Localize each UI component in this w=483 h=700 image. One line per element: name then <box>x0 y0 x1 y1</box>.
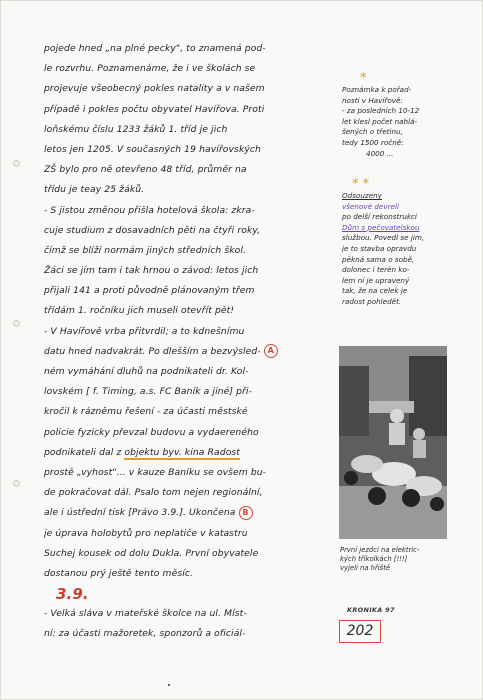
ink-dot <box>168 684 170 686</box>
text-line: dostanou prý ještě tento měsíc. <box>44 567 194 579</box>
text-line: kročil k rázněmu řešení - za účasti městské <box>44 406 248 418</box>
text-line: čímž se blíží normám jiných středních škol. <box>44 244 247 256</box>
text-line-with-marker <box>44 342 344 362</box>
text-line: pojede hned „na plné pecky", to znamená pod- <box>44 43 266 54</box>
note-line: po delší rekonstrukci <box>342 212 417 222</box>
marker-a-circle: A <box>264 344 278 358</box>
note-line: tedy 1500 ročně: <box>342 137 404 147</box>
text-line: Žáci se jím tam i tak hrnou o závod: letos jich <box>44 265 259 277</box>
text-line: prostě „vyhost"... v kauze Baníku se ovšem bu- <box>44 466 267 478</box>
text-line: de pokračovat dál. Psalo tom nejen regionální, <box>44 487 263 499</box>
text-line-highlighted <box>44 443 344 463</box>
text-line: le rozvrhu. Poznamenáme, že i ve školách se <box>44 63 256 75</box>
note-line: pěkná sama o sobě, <box>342 254 415 264</box>
text-line: projevuje všeobecný pokles natality a v našem <box>44 83 265 95</box>
note-line: Odsouzeny <box>342 191 382 200</box>
text-line: ní: za účasti mažoretek, sponzorů a oficiál- <box>44 628 246 640</box>
photo-tree <box>409 356 447 436</box>
photo-wheel <box>402 489 420 507</box>
photo-tricycle <box>351 455 383 473</box>
binder-hole <box>13 480 20 487</box>
marker-b-circle: B <box>239 506 253 520</box>
note-line: šených o třetinu, <box>342 127 403 137</box>
note-line: Dům s pečovatelskou <box>342 222 420 232</box>
asterisk-icon: * <box>360 71 367 86</box>
note-line: všenové devreli <box>342 201 399 211</box>
text-line: Suchej kousek od dolu Dukla. První obyvatele <box>44 547 259 559</box>
text-line: přijali 141 a proti původně plánovaným třem <box>44 285 255 297</box>
photo-caption <box>340 546 440 574</box>
highlighted-phrase: objektu byv. kina Radost <box>124 446 240 458</box>
text-segment: datu hned nadvakrát. Po dlešším a bezvýsled- <box>44 345 261 357</box>
photo-child-head <box>413 428 425 440</box>
caption-line: kých tříkolkách [!!!] <box>340 555 408 564</box>
note-line: radost pohledět. <box>342 296 402 306</box>
main-text <box>44 39 344 645</box>
text-line: ZŠ bylo pro ně otevřeno 48 tříd, průměr na <box>44 164 247 176</box>
text-line: případě i pokles počtu obyvatel Havířova. Proti <box>44 103 265 115</box>
note-line: dolonec i terén ko- <box>342 265 410 275</box>
photo-building <box>369 401 414 413</box>
text-line: - V Havířově vrba přitvrdil; a to kdnešnímu <box>44 325 245 337</box>
note-line: let klesl počet nahlá- <box>342 116 418 126</box>
photo-tree <box>339 366 369 436</box>
sidebar-note-2 <box>342 178 448 308</box>
photo-wheel <box>344 471 358 485</box>
note-line: lem ní je upravený <box>342 275 410 285</box>
text-line: - Velká sláva v mateřské školce na ul. Míst- <box>44 608 247 620</box>
sidebar-note-1 <box>342 72 448 159</box>
text-line: třídu je teay 25 žáků. <box>44 184 145 196</box>
caption-line: vyjeli na hřiště <box>340 564 391 573</box>
photo-child-head <box>390 409 404 423</box>
note-line: tak, že na celek je <box>342 286 408 296</box>
photo-child-body <box>389 423 405 445</box>
text-line: policie fyzicky převzal budovu a vydaereného <box>44 426 259 438</box>
double-asterisk-icon: * * <box>352 177 370 192</box>
note-line: Poznámka k pořad- <box>342 85 412 94</box>
text-line: loňskému číslu 1233 žáků 1. tříd je jich <box>44 123 228 135</box>
caption-line: První jezdci na elektric- <box>340 546 420 554</box>
photo-wheel <box>368 487 386 505</box>
text-line: - S jistou změnou přišla hotelová škola: zkra- <box>44 204 255 216</box>
note-line: - za posledních 10-12 <box>342 106 420 116</box>
text-line: letos jen 1205. V současných 19 havířovských <box>44 143 261 155</box>
date-heading: 3.9. <box>56 585 89 604</box>
photo-child-body <box>413 440 426 458</box>
text-line: lovském [ f. Timing, a.s. FC Baník a jiné] při- <box>44 386 252 398</box>
text-line-with-marker <box>44 503 344 523</box>
text-line: ném vymáhání dluhů na podnikateli dr. Kol- <box>44 366 249 377</box>
text-segment: ale i ústřední tisk [Právo 3.9.]. Ukončena <box>44 507 236 519</box>
chronicle-label: KRONIKA 97 <box>347 606 395 614</box>
photo-children-tricycles <box>339 346 447 539</box>
binder-hole <box>13 160 20 167</box>
note-line: je to stavba opravdu <box>342 243 417 253</box>
note-line: 4000 ... <box>366 148 394 158</box>
note-line: službou. Povedl se jim, <box>342 233 425 243</box>
text-segment: podnikateli dal z objektu byv. kina Radost <box>44 446 240 458</box>
page-number: 202 <box>339 620 381 643</box>
text-line: je úprava holobytů pro neplatiče v katastru <box>44 527 248 539</box>
note-line: nosti v Havířově: <box>342 95 403 105</box>
text-line: třídám 1. ročníku jich museli otevřít pět! <box>44 305 235 317</box>
photo-wheel <box>430 497 444 511</box>
binder-hole <box>13 320 20 327</box>
text-line: cuje studium z dosavadních pěti na čtyři roky, <box>44 224 261 236</box>
